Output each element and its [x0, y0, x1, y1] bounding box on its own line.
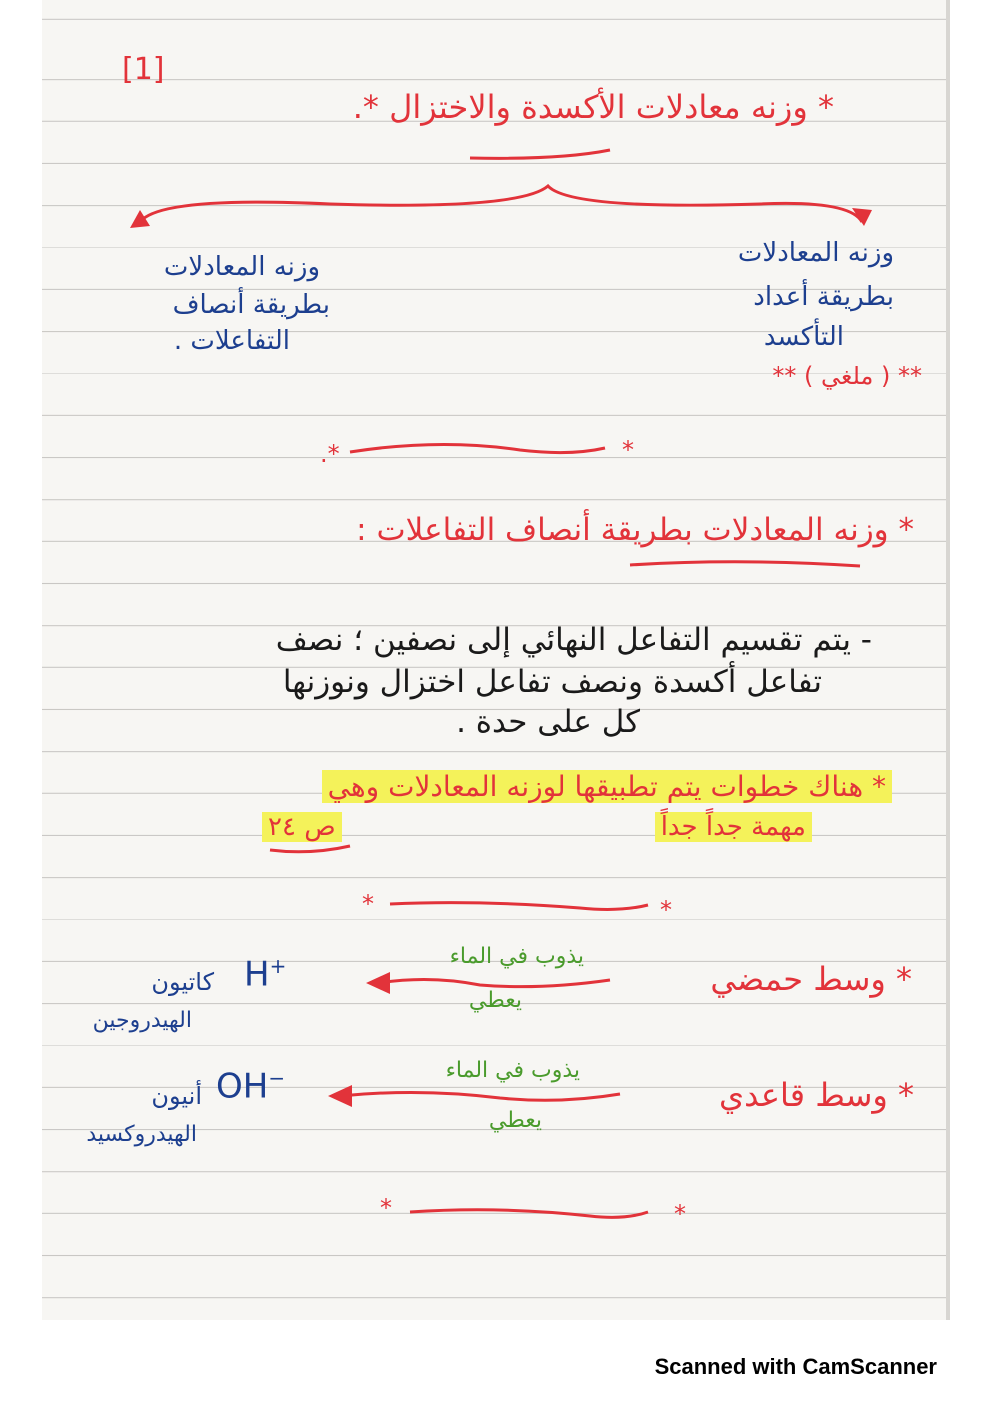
body-line-1: - يتم تقسيم التفاعل النهائي إلى نصفين ؛ نصف	[275, 622, 872, 658]
left-branch-line-1: وزنه المعادلات	[163, 252, 320, 282]
right-branch-line-1: وزنه المعادلات	[737, 238, 894, 268]
highlight-line-1	[322, 770, 892, 803]
divider-2-star-left: *	[362, 890, 374, 918]
base-gives-text: يعطي	[488, 1108, 542, 1133]
negative-charge: −	[268, 1066, 286, 1090]
basic-medium-label: * وسط قاعدي	[719, 1076, 914, 1114]
divider-2-star-right: *	[660, 896, 672, 924]
left-branch-line-3: التفاعلات .	[173, 326, 290, 356]
divider-3-star-left: *	[380, 1194, 392, 1222]
cation-label: كاتيون	[151, 968, 214, 996]
body-line-2: تفاعل أكسدة ونصف تفاعل اختزال ونوزنها	[282, 664, 822, 700]
hydrogen-ion: H+	[244, 954, 287, 995]
page-number: [1]	[122, 52, 165, 87]
highlighted-text-1: * هناك خطوات يتم تطبيقها لوزنه المعادلات وهي	[322, 770, 892, 803]
highlight-line-2	[655, 812, 812, 842]
page-reference: ص ٢٤	[262, 812, 342, 842]
divider-1-star-right: *	[622, 436, 634, 464]
hydrogen-label: الهيدروجين	[92, 1008, 192, 1033]
acid-gives-text: يعطي	[468, 988, 522, 1013]
page-edge	[946, 0, 950, 1320]
anion-label: أنيون	[151, 1082, 202, 1110]
acid-dissolves-text: يذوب في الماء	[449, 944, 584, 969]
left-branch-line-2: بطريقة أنصاف	[172, 290, 330, 320]
highlighted-text-2: مهمة جداً جداً	[655, 812, 812, 842]
right-branch-line-3: التأكسد	[763, 322, 844, 352]
acidic-medium-label: * وسط حمضي	[710, 960, 912, 998]
hydroxide-ion: OH−	[216, 1066, 286, 1107]
scanner-watermark: Scanned with CamScanner	[654, 1354, 937, 1379]
right-branch-cancelled-note: ** ( ملغي ) **	[772, 362, 922, 390]
base-dissolves-text: يذوب في الماء	[445, 1058, 580, 1083]
page-title: * وزنه معادلات الأكسدة والاختزال *.	[352, 88, 834, 126]
section-heading: * وزنه المعادلات بطريقة أنصاف التفاعلات :	[356, 512, 914, 548]
positive-charge: +	[269, 954, 287, 978]
hydroxide-label: الهيدروكسيد	[86, 1122, 197, 1147]
divider-1-stars: *.	[320, 440, 340, 468]
right-branch-line-2: بطريقة أعداد	[753, 282, 894, 312]
divider-3-star-right: *	[674, 1200, 686, 1228]
body-line-3: كل على حدة .	[456, 704, 640, 740]
